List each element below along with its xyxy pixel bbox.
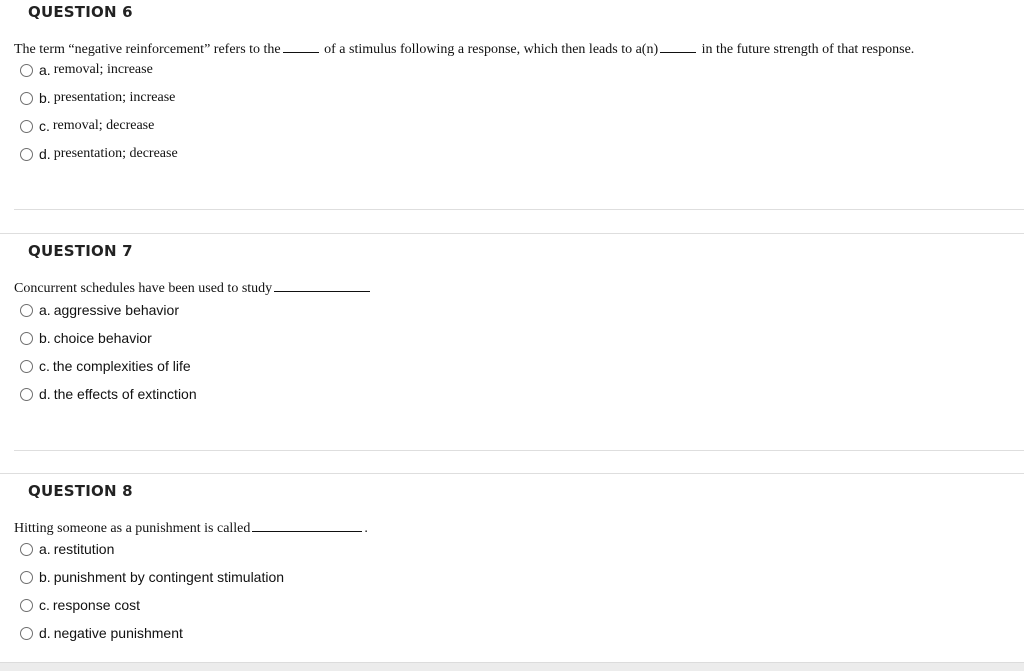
option-c[interactable] [20,118,154,134]
radio-button[interactable] [20,388,33,401]
radio-button[interactable] [20,148,33,161]
answer-blank [660,40,696,53]
option-label: removal; decrease [52,118,155,133]
answer-blank [252,519,362,532]
question-text-part: . [364,521,368,536]
question-text-part: Concurrent schedules have been used to study [14,281,273,296]
question-title: QUESTION 8 [28,482,133,500]
option-label: presentation; decrease [53,146,178,161]
option-letter: a. [39,62,51,78]
option-a[interactable] [20,62,153,78]
answer-blank [274,279,370,292]
option-c[interactable] [20,597,140,613]
option-label: response cost [52,597,141,613]
question-text [14,40,914,58]
option-b[interactable] [20,330,152,346]
option-letter: c. [39,597,50,613]
option-label: punishment by contingent stimulation [53,569,285,585]
option-b[interactable] [20,90,175,106]
option-label: restitution [53,541,115,557]
question-text [14,519,368,537]
radio-button[interactable] [20,304,33,317]
option-letter: c. [39,358,50,374]
question-text-part: Hitting someone as a punishment is called [14,521,251,536]
question-text [14,279,372,297]
answer-blank [283,40,319,53]
option-letter: d. [39,386,51,402]
option-d[interactable] [20,625,183,641]
option-b[interactable] [20,569,284,585]
radio-button[interactable] [20,332,33,345]
option-letter: d. [39,625,51,641]
question-title: QUESTION 7 [28,242,133,260]
option-a[interactable] [20,541,114,557]
divider [14,209,1024,210]
divider [14,450,1024,451]
option-label: removal; increase [53,62,153,77]
bottom-bar [0,662,1024,671]
radio-button[interactable] [20,571,33,584]
option-letter: a. [39,302,51,318]
radio-button[interactable] [20,120,33,133]
option-letter: c. [39,118,50,134]
option-label: the effects of extinction [53,386,197,402]
option-letter: b. [39,90,51,106]
radio-button[interactable] [20,64,33,77]
radio-button[interactable] [20,543,33,556]
option-label: the complexities of life [52,358,191,374]
option-d[interactable] [20,386,197,402]
radio-button[interactable] [20,599,33,612]
radio-button[interactable] [20,92,33,105]
option-a[interactable] [20,302,179,318]
radio-button[interactable] [20,627,33,640]
question-text-part: The term “negative reinforcement” refers to the [14,42,281,57]
option-letter: a. [39,541,51,557]
radio-button[interactable] [20,360,33,373]
option-letter: d. [39,146,51,162]
option-label: aggressive behavior [53,302,179,318]
option-c[interactable] [20,358,191,374]
question-title: QUESTION 6 [28,3,133,21]
question-text-part: of a stimulus following a response, which then leads to a(n) [324,42,659,57]
option-letter: b. [39,569,51,585]
question-text-part: in the future strength of that response. [701,42,915,57]
option-label: negative punishment [53,625,183,641]
divider [0,473,1024,474]
option-label: presentation; increase [53,90,176,105]
option-label: choice behavior [53,330,152,346]
option-letter: b. [39,330,51,346]
divider [0,233,1024,234]
option-d[interactable] [20,146,178,162]
